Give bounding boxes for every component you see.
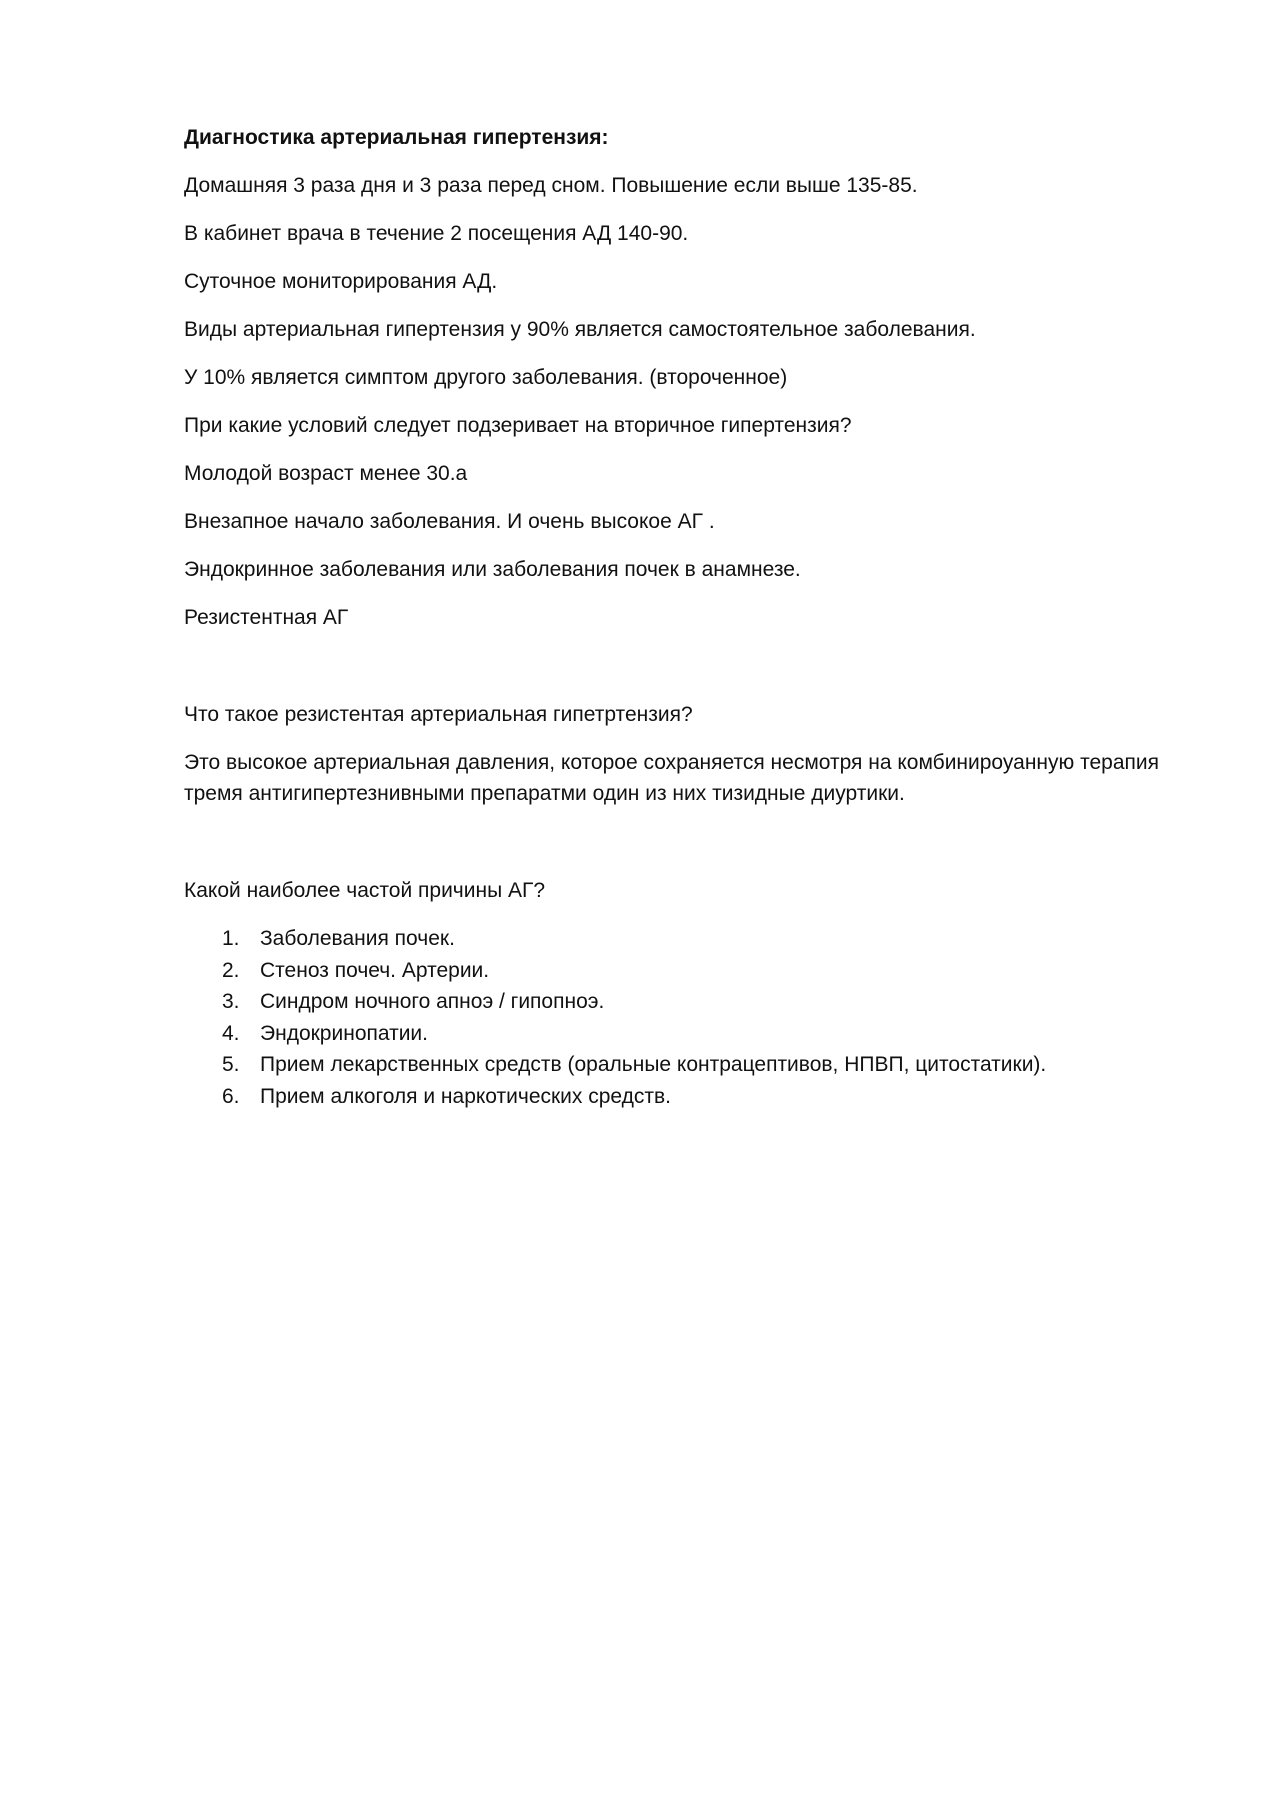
- paragraph-types-secondary: У 10% является симптом другого заболевания. (второченное): [184, 366, 788, 389]
- paragraph-office-measurement: В кабинет врача в течение 2 посещения АД 140-90.: [184, 222, 689, 245]
- resistant-answer: Это высокое артериальная давления, которое сохраняется несмотря на комбинироуанную терапия тремя антигипертезнивными препаратми один из них тизидные диуртики.: [184, 751, 1159, 805]
- list-item-number: 4.: [222, 1021, 240, 1045]
- list-item: [184, 923, 1200, 955]
- list-item: [184, 1049, 1200, 1081]
- list-item-number: 1.: [222, 927, 240, 950]
- list-item-number: 3.: [222, 990, 240, 1013]
- list-item: [184, 1018, 1200, 1050]
- list-item-text: Заболевания почек.: [260, 927, 455, 950]
- paragraph-home-measurement: Домашняя 3 раза дня и 3 раза перед сном. Повышение если выше 135-85.: [184, 174, 918, 197]
- paragraph-sudden-onset: Внезапное начало заболевания. И очень высокое АГ .: [184, 510, 715, 533]
- list-item-text: Прием алкоголя и наркотических средств.: [260, 1084, 672, 1108]
- list-item-text: Эндокринопатии.: [260, 1021, 428, 1045]
- resistant-question: Что такое резистентая артериальная гипетртензия?: [184, 703, 693, 726]
- list-item: [184, 955, 1200, 987]
- list-item: [184, 986, 1200, 1018]
- causes-list: [184, 923, 1200, 1112]
- document-body: [184, 122, 1200, 1112]
- list-item-text: Синдром ночного апноэ / гипопноэ.: [260, 990, 605, 1013]
- paragraph-resistant: Резистентная АГ: [184, 606, 349, 629]
- list-item-number: 5.: [222, 1053, 240, 1076]
- paragraph-young-age: Молодой возраст менее 30.а: [184, 462, 468, 485]
- spacer: [184, 650, 1200, 699]
- spacer: [184, 826, 1200, 875]
- paragraph-types-primary: Виды артериальная гипертензия у 90% является самостоятельное заболевания.: [184, 318, 976, 341]
- paragraph-endocrine-renal: Эндокринное заболевания или заболевания почек в анамнезе.: [184, 558, 801, 581]
- causes-question: Какой наиболее частой причины АГ?: [184, 879, 546, 902]
- list-item-number: 2.: [222, 958, 240, 982]
- list-item-text: Стеноз почеч. Артерии.: [260, 958, 490, 982]
- list-item-text: Прием лекарственных средств (оральные контрацептивов, НПВП, цитостатики).: [260, 1053, 1047, 1076]
- paragraph-secondary-question: При какие условий следует подзеривает на вторичное гипертензия?: [184, 414, 852, 437]
- document-title: Диагностика артериальная гипертензия:: [184, 126, 609, 149]
- paragraph-daily-monitoring: Суточное мониторирования АД.: [184, 270, 498, 293]
- list-item: [184, 1081, 1200, 1113]
- list-item-number: 6.: [222, 1084, 240, 1108]
